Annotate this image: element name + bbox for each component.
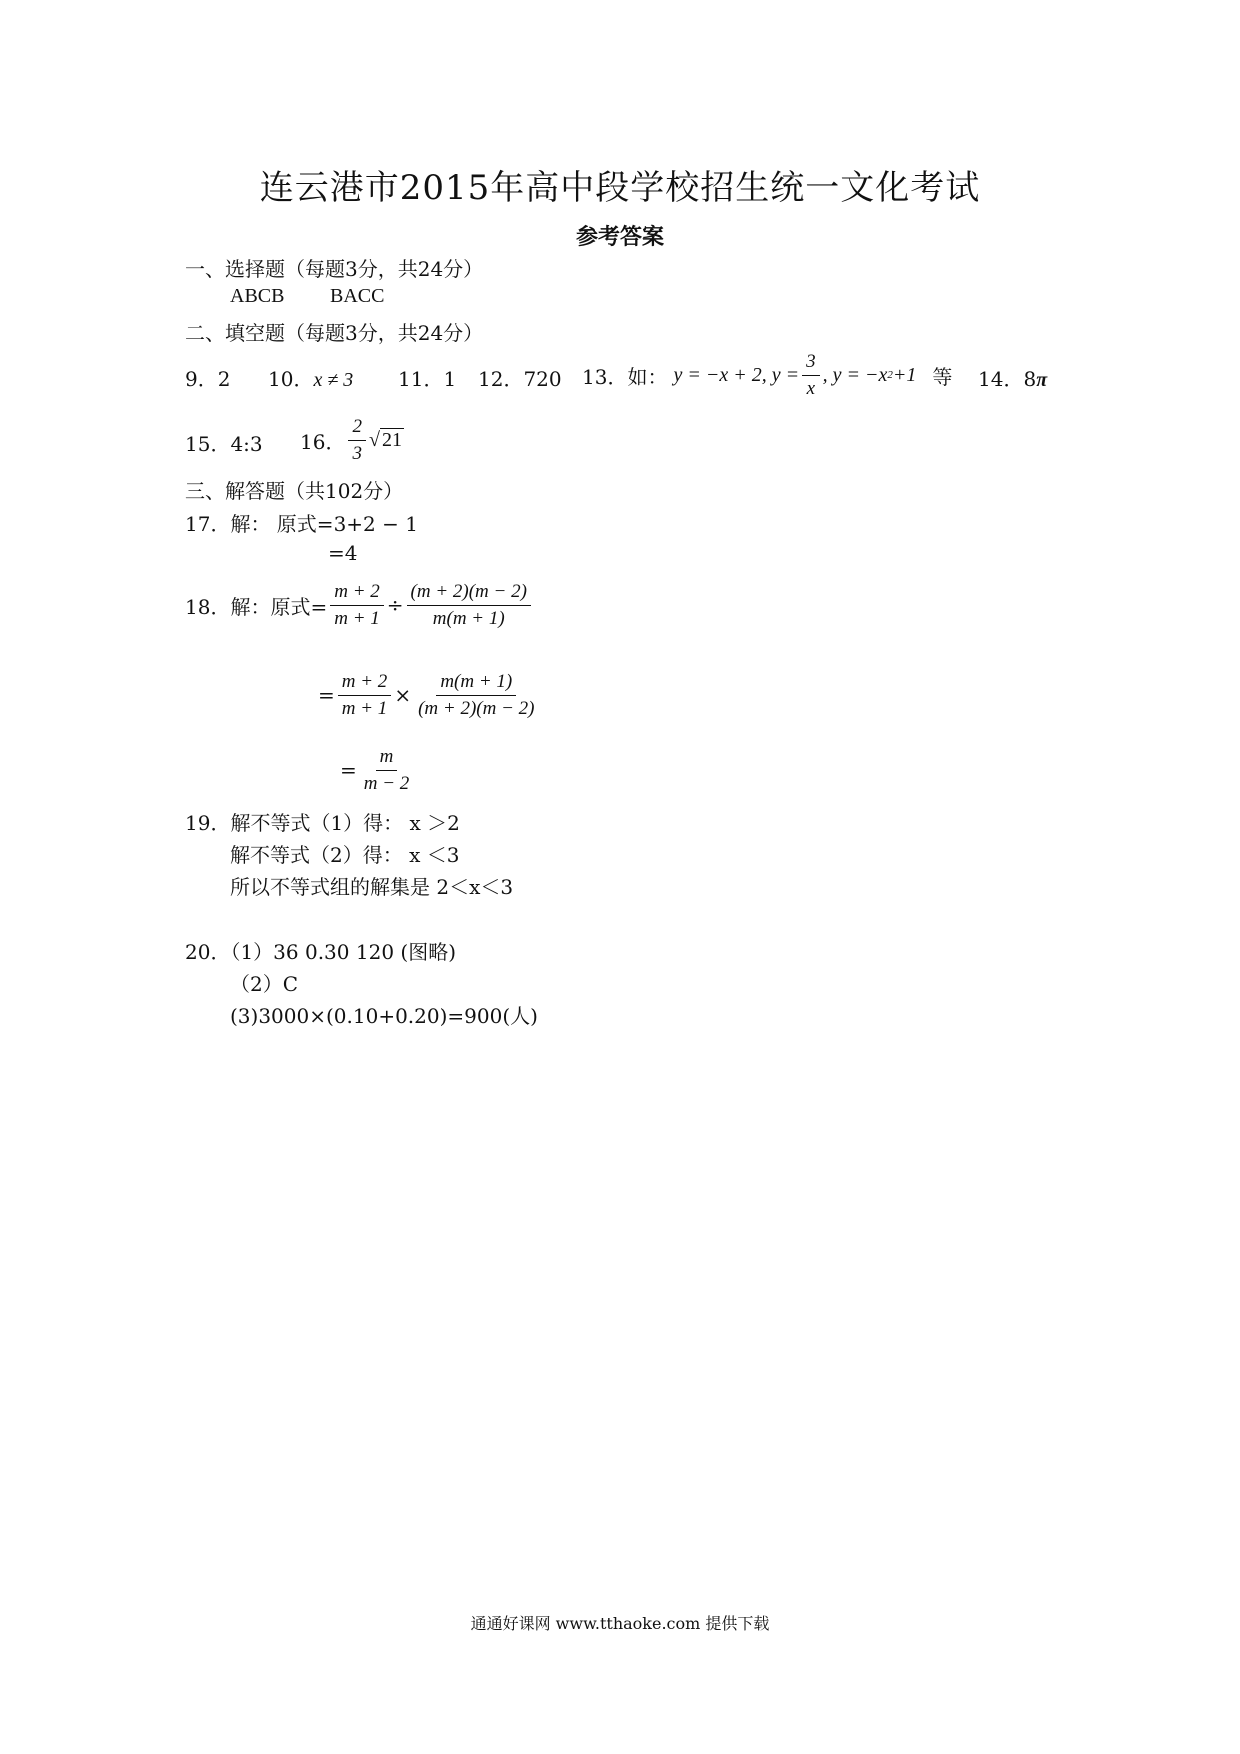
q18-fraction-4 [414,671,538,720]
answer-q10 [268,363,353,392]
q13-fraction [802,351,820,400]
q18-times-sign: × [394,683,412,707]
q16-radicand: 21 [381,428,402,451]
q18-fraction-4-den: (m + 2)(m − 2) [418,697,535,719]
q16-fraction [348,416,366,465]
q18-fraction-3-num: m + 2 [338,671,392,696]
q18-divide-sign: ÷ [386,593,404,617]
q17-line2: =4 [328,541,358,565]
answer-q11: 11．1 [398,367,457,391]
answer-q9: 9．2 [185,367,231,391]
q13-expr-b: , y = −x [822,363,888,386]
q18-label: 18．解：原式= [185,594,328,619]
q18-equals-1: = [318,683,335,707]
q13-expr-a: y = −x + 2, y = [673,363,800,386]
q16-fraction-num: 2 [348,416,366,441]
q20-line3: (3)3000×(0.10+0.20)=900(人) [230,1004,538,1028]
q14-label: 14．8 [978,367,1037,391]
q18-line2 [318,663,541,727]
page-subtitle: 参考答案 [575,224,664,250]
answer-q16 [300,410,404,470]
section1-heading: 一、选择题（每题3分，共24分） [185,257,484,281]
q18-fraction-3-den: m + 1 [341,697,388,719]
q16-sqrt: √ 21 [368,428,402,451]
q18-fraction-5-num: m [376,746,398,771]
q10-expr: x ≠ 3 [313,369,354,391]
q18-fraction-5-den: m − 2 [363,772,410,794]
section3-heading: 三、解答题（共102分） [185,479,404,503]
answer-q14 [978,363,1047,392]
q13-etc: 等 [932,364,953,389]
q13-exponent: 2 [887,369,893,381]
q18-fraction-2-num: (m + 2)(m − 2) [407,581,531,606]
q17-line1: 17．解： 原式=3+2 − 1 [185,512,418,536]
q13-fraction-den: x [806,377,816,399]
page-title: 连云港市2015年高中段学校招生统一文化考试 [259,168,981,208]
q18-fraction-1 [330,581,384,630]
q18-fraction-2 [407,581,531,630]
q16-label: 16． [300,429,346,454]
q20-line1: 20．（1）36 0.30 120 (图略) [185,940,457,964]
q19-line2: 解不等式（2）得： x ＜3 [230,843,460,867]
q10-label: 10． [268,367,314,391]
mc-answers-1-4: ABCB [230,285,285,307]
section2-heading: 二、填空题（每题3分，共24分） [185,321,484,345]
q18-fraction-5 [360,746,414,795]
q18-equals-2: = [340,758,357,782]
answer-q15: 15．4:3 [185,432,263,456]
q18-fraction-3 [338,671,392,720]
q18-line1 [185,573,534,637]
q19-line1: 19．解不等式（1）得： x ＞2 [185,811,460,835]
q18-line3 [340,738,416,802]
q18-fraction-1-den: m + 1 [334,607,380,629]
q14-pi: π [1036,369,1048,391]
q16-fraction-den: 3 [352,442,362,464]
q19-line3: 所以不等式组的解集是 2＜x＜3 [230,875,514,899]
answer-q13 [582,345,952,405]
q13-label: 13．如： [582,364,668,389]
answer-q12: 12．720 [478,367,562,391]
q13-fraction-num: 3 [802,351,820,376]
footer-source: 通通好课网 www.tthaoke.com 提供下载 [470,1614,770,1633]
q18-fraction-1-num: m + 2 [330,581,384,606]
q18-fraction-2-den: m(m + 1) [432,607,505,629]
q13-expr-c: +1 [892,363,917,386]
mc-answers-5-8: BACC [330,285,385,307]
q18-fraction-4-num: m(m + 1) [436,671,516,696]
q20-line2: （2）C [230,972,299,996]
